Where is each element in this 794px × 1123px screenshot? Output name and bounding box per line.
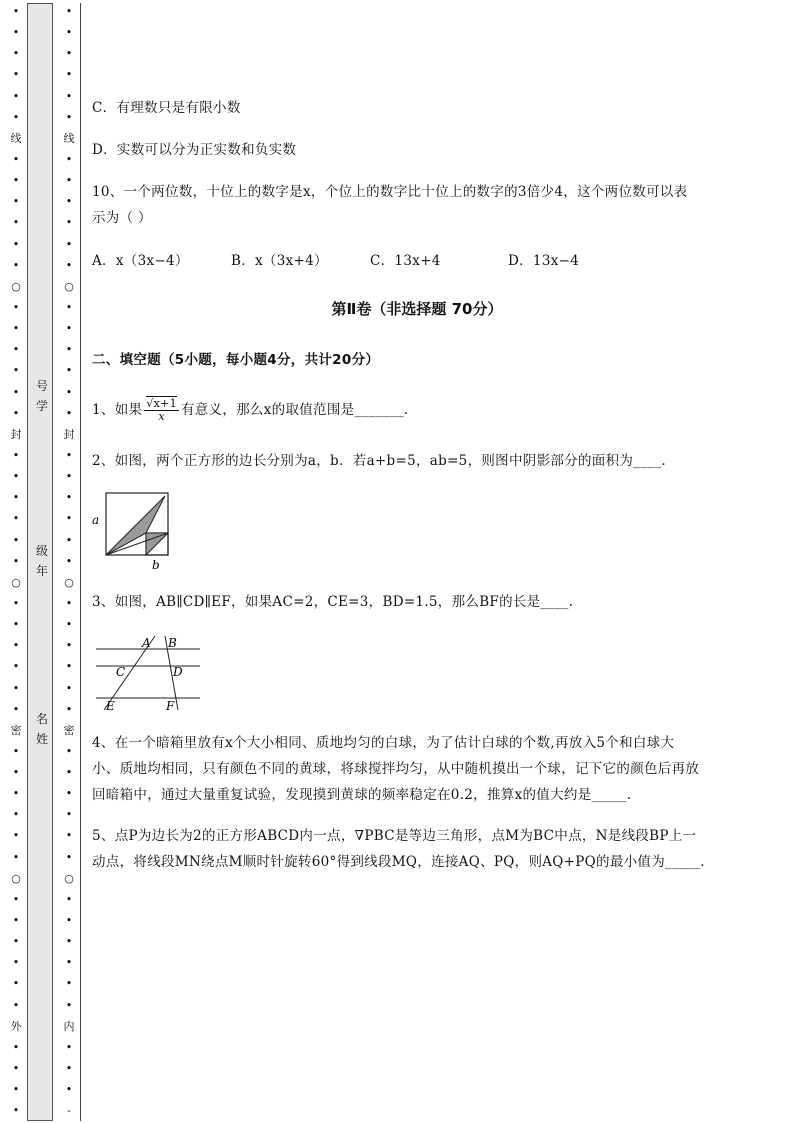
point-e: E [106,699,115,713]
outer-mark: • [12,195,20,209]
outer-mark: • [12,1062,20,1076]
name-label: 名 姓 [35,712,48,746]
inner-mark: • [65,766,73,780]
fill-question-2: 2、如图，两个正方形的边长分别为a，b．若a+b=5，ab=5，则图中阴影部分的面积为____. [92,453,666,469]
outer-mark: • [12,702,20,716]
inner-mark: 密 [63,723,75,737]
inner-mark: • [65,702,73,716]
q10-option-b: B．x（3x+4） [231,253,328,269]
q1-prefix: 1、如果 [92,402,143,418]
inner-mark: • [65,660,73,674]
inner-mark: • [65,681,73,695]
outer-mark: • [12,47,20,61]
figure-parallel-lines [94,632,206,714]
margin-outer-strip [3,0,29,1123]
outer-mark: • [12,5,20,18]
outer-mark: • [12,512,20,526]
inner-mark: • [65,152,73,166]
outer-mark: • [12,216,20,230]
inner-mark: 封 [63,427,75,441]
inner-mark: • [65,5,73,18]
inner-mark: • [65,639,73,653]
outer-mark: • [12,470,20,484]
outer-mark: • [12,914,20,928]
inner-mark: ○ [64,279,74,293]
outer-mark: • [12,892,20,906]
inner-mark: • [65,110,73,124]
outer-mark: • [12,68,20,82]
inner-mark: • [65,237,73,251]
fill-question-5-line2: 动点，将线段MN绕点M顺时针旋转60°得到线段MQ，连接AQ、PQ，则AQ+PQ的最小值为_____. [92,854,705,870]
fill-question-1 [92,397,742,423]
q10-option-c: C．13x+4 [370,253,441,269]
inner-mark: • [65,533,73,547]
shaded-triangle-1 [106,496,165,555]
option-d: D．实数可以分为正实数和负实数 [92,142,297,158]
q10-option-a: A．x（3x−4） [92,253,189,269]
inner-mark: 线 [63,131,75,145]
outer-mark: • [12,956,20,970]
outer-mark: • [12,681,20,695]
inner-mark: • [65,322,73,336]
inner-mark: • [65,174,73,188]
student-number-label: 号 学 [35,379,48,413]
inner-mark: • [65,1062,73,1076]
inner-mark: • [65,26,73,40]
point-f: F [166,699,175,713]
inner-mark: • [65,385,73,399]
inner-mark: • [65,406,73,420]
binding-border-line [80,3,81,1121]
question-10-line1: 10、一个两位数，十位上的数字是x，个位上的数字比十位上的数字的3倍少4，这个两位数可以表 [92,184,688,200]
inner-mark: ○ [64,871,74,885]
outer-mark: • [12,152,20,166]
inner-mark: • [65,89,73,103]
outer-mark: • [12,1104,20,1118]
inner-mark: • [65,1040,73,1054]
outer-mark: ○ [11,871,21,885]
inner-mark: • [65,554,73,568]
outer-mark: • [12,237,20,251]
inner-mark: • [65,300,73,314]
inner-mark: • [65,829,73,843]
inner-mark: • [65,47,73,61]
inner-mark: • [65,364,73,378]
outer-mark: • [12,322,20,336]
outer-mark: • [12,935,20,949]
q1-fraction [144,398,179,423]
outer-mark: 外 [10,1019,22,1033]
outer-mark: • [12,110,20,124]
outer-mark: • [12,808,20,822]
inner-mark: • [65,914,73,928]
outer-mark: • [12,364,20,378]
inner-mark: • [65,491,73,505]
outer-mark: • [12,343,20,357]
inner-mark: • [65,998,73,1012]
section-title: 第Ⅱ卷（非选择题 70分） [331,300,503,318]
figure-two-squares [88,488,178,574]
outer-mark: • [12,766,20,780]
outer-mark: ○ [11,575,21,589]
q1-numerator: √x+1 [146,397,177,410]
outer-mark: • [12,258,20,272]
outer-mark: 封 [10,427,22,441]
inner-mark: 内 [63,1019,75,1033]
outer-mark: 密 [10,723,22,737]
outer-mark: • [12,596,20,610]
grade-label: 级 年 [35,544,48,578]
inner-mark: • [65,343,73,357]
point-c: C [116,665,126,679]
point-d: D [173,665,183,679]
inner-mark: • [65,470,73,484]
fill-question-5-line1: 5、点P为边长为2的正方形ABCD内一点，∇PBC是等边三角形，点M为BC中点，N是线段BP上一 [92,828,697,844]
fill-question-4-line3: 回暗箱中，通过大量重复试验，发现摸到黄球的频率稳定在0.2，推算x的值大约是_____. [92,787,632,803]
outer-mark: • [12,1083,20,1097]
inner-mark: • [65,512,73,526]
fill-section-heading: 二、填空题（5小题，每小题4分，共计20分） [92,352,380,368]
inner-mark: • [65,258,73,272]
outer-mark: • [12,554,20,568]
inner-mark: • [65,787,73,801]
outer-mark: • [12,977,20,991]
outer-mark: • [12,850,20,864]
option-c: C．有理数只是有限小数 [92,100,241,116]
shaded-triangle-2 [146,533,168,555]
outer-mark: • [12,660,20,674]
outer-mark: • [12,448,20,462]
inner-mark: • [65,195,73,209]
inner-mark: • [65,1083,73,1097]
q1-denominator: x [158,410,165,423]
inner-mark: • [65,977,73,991]
inner-mark: - [67,1104,71,1118]
outer-mark: • [12,998,20,1012]
outer-mark: • [12,385,20,399]
outer-mark: 线 [10,131,22,145]
inner-mark: • [65,850,73,864]
point-b: B [168,636,177,650]
outer-mark: • [12,533,20,547]
outer-mark: • [12,787,20,801]
inner-mark: • [65,448,73,462]
q10-option-d: D．13x−4 [508,253,580,269]
inner-mark: • [65,808,73,822]
outer-mark: • [12,829,20,843]
outer-mark: • [12,89,20,103]
outer-mark: • [12,300,20,314]
label-b: b [152,558,160,572]
inner-mark: • [65,596,73,610]
inner-mark: ○ [64,575,74,589]
fill-question-4-line2: 小、质地均相同，只有颜色不同的黄球，将球搅拌均匀，从中随机摸出一个球，记下它的颜色后再放 [92,761,700,777]
inner-mark: • [65,892,73,906]
outer-mark: • [12,639,20,653]
inner-mark: • [65,216,73,230]
question-10-line2: 示为（ ） [92,210,152,226]
outer-mark: • [12,744,20,758]
label-a: a [92,513,100,527]
outer-mark: • [12,491,20,505]
q1-suffix: 有意义，那么x的取值范围是_______. [180,402,409,418]
outer-mark: ○ [11,279,21,293]
fill-question-3: 3、如图，AB∥CD∥EF，如果AC=2，CE=3，BD=1.5，那么BF的长是____. [92,594,574,610]
outer-mark: • [12,26,20,40]
inner-mark: • [65,68,73,82]
margin-inner-strip [56,0,82,1123]
outer-mark: • [12,174,20,188]
fill-question-4-line1: 4、在一个暗箱里放有x个大小相同、质地均匀的白球，为了估计白球的个数,再放入5个和白球大 [92,735,675,751]
outer-mark: • [12,1040,20,1054]
point-a: A [142,636,151,650]
outer-mark: • [12,406,20,420]
inner-mark: • [65,935,73,949]
inner-mark: • [65,618,73,632]
inner-mark: • [65,956,73,970]
outer-mark: • [12,618,20,632]
inner-mark: • [65,744,73,758]
